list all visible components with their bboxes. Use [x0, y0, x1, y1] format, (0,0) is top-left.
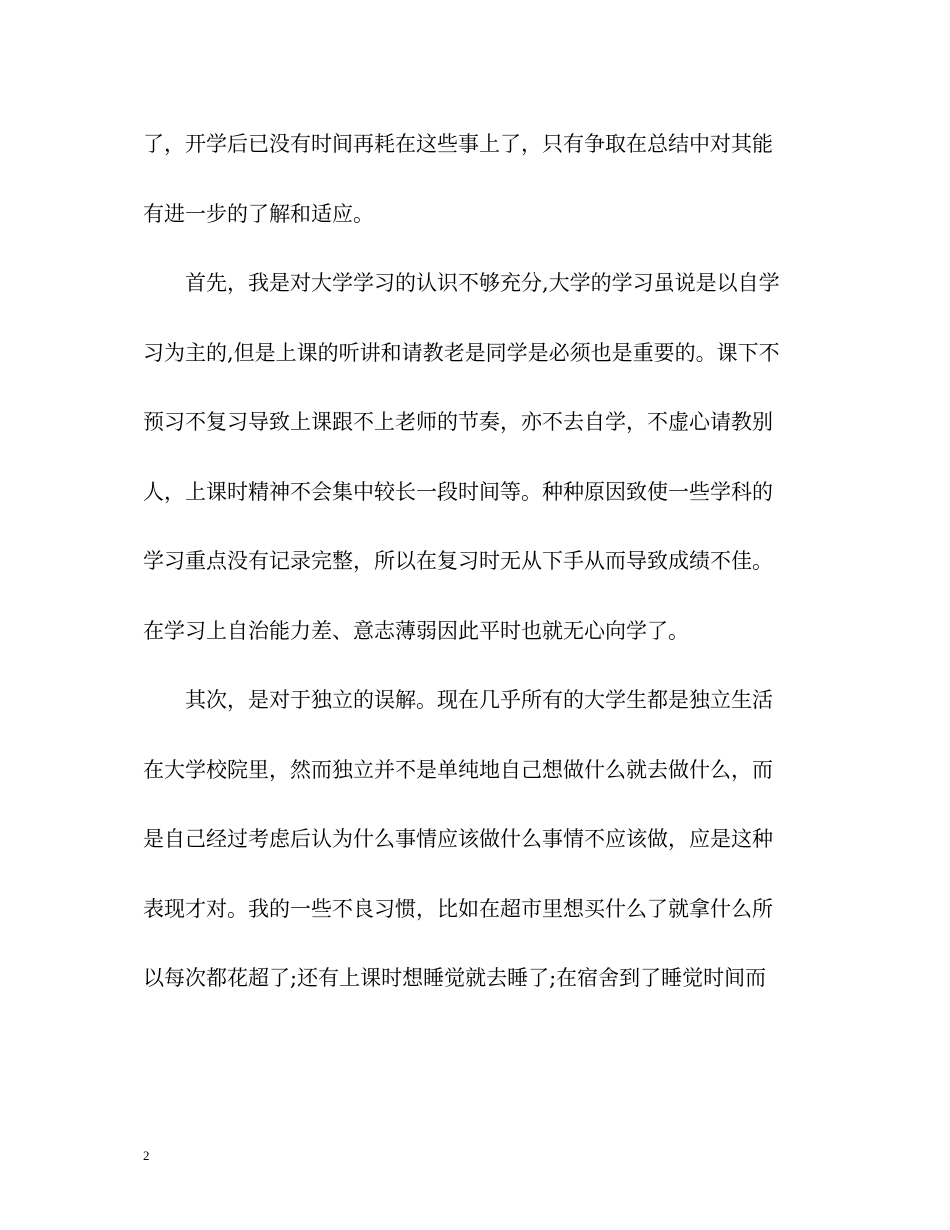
paragraph-first-line: 首先，我是对大学学习的认识不够充分,大学的学习虽说是以自学: [185, 271, 780, 295]
text-line: 有进一步的了解和适应。: [143, 201, 374, 226]
text-line: 在学习上自治能力差、意志薄弱因此平时也就无心向学了。: [143, 618, 689, 643]
text-line: 学习重点没有记录完整，所以在复习时无从下手从而导致成绩不佳。: [143, 549, 773, 573]
text-line: 是自己经过考虑后认为什么事情应该做什么事情不应该做，应是这种: [143, 827, 773, 851]
text-line: 表现才对。我的一些不良习惯，比如在超市里想买什么了就拿什么所: [143, 896, 773, 921]
text-line: 了，开学后已没有时间再耗在这些事上了，只有争取在总结中对其能: [143, 132, 773, 156]
text-line: 在大学校院里，然而独立并不是单纯地自己想做什么就去做什么，而: [143, 757, 773, 782]
text-line: 习为主的,但是上课的听讲和请教老是同学是必须也是重要的。课下不: [143, 340, 780, 365]
text-line: 预习不复习导致上课跟不上老师的节奏，亦不去自学，不虚心请教别: [143, 410, 773, 434]
text-line: 以每次都花超了;还有上课时想睡觉就去睡了;在宿舍到了睡觉时间而: [143, 966, 767, 990]
page-number: 2: [143, 1148, 150, 1163]
body-text: [143, 122, 813, 1026]
paragraph-first-line: 其次，是对于独立的误解。现在几乎所有的大学生都是独立生活: [185, 688, 773, 712]
text-line: 人，上课时精神不会集中较长一段时间等。种种原因致使一些学科的: [143, 479, 773, 504]
